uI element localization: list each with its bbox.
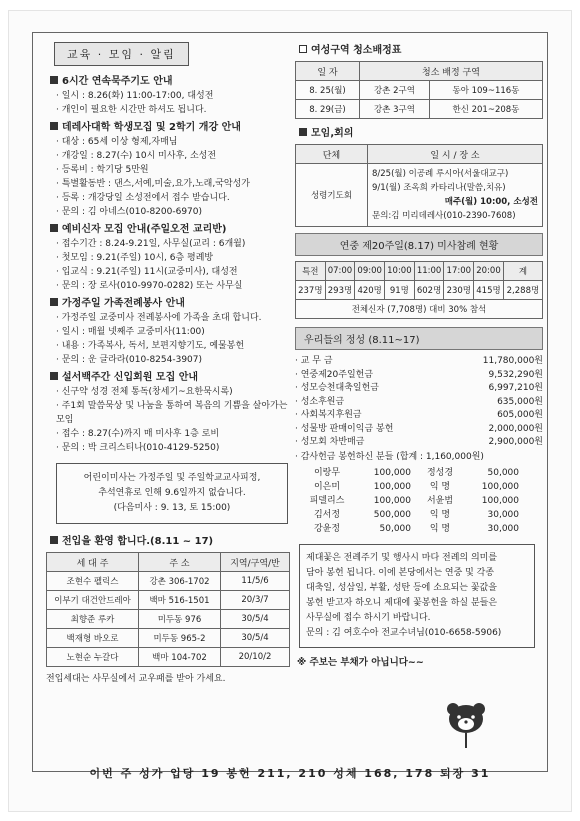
offering-amount: 635,000원 (497, 396, 543, 407)
welcome-cell: 강촌 306-1702 (139, 572, 221, 591)
attendance-header: 17:00 (444, 262, 474, 281)
attendance-header: 07:00 (325, 262, 355, 281)
donor-name: 정성경 (426, 467, 454, 478)
notice-item-title (46, 222, 290, 237)
welcome-cell: 이부기 대건안드레아 (47, 591, 139, 610)
notice-line: · 첫모임 : 9.21(주일) 10시, 6층 평례방 (56, 253, 214, 263)
offering-row (295, 369, 543, 383)
altar-flower-notice (299, 544, 535, 648)
table-row (47, 591, 290, 610)
square-bullet-icon (50, 122, 58, 130)
table-row (47, 572, 290, 591)
welcome-header: 세 대 주 (47, 553, 139, 572)
donor-row (295, 522, 543, 536)
table-row (47, 610, 290, 629)
welcome-cell: 백마 104-702 (139, 648, 221, 667)
offering-name: · 성소후원금 (295, 396, 345, 407)
attendance-value: 237명 (296, 281, 326, 300)
notice-line: · 개강일 : 8.27(수) 10시 미사후, 소성전 (56, 151, 217, 161)
notice-line: 추석연휴로 인해 9.6일까지 없습니다. (98, 488, 246, 498)
offering-name: · 연중제20주일헌금 (295, 369, 374, 380)
notice-item (46, 222, 290, 293)
notice-item (46, 74, 290, 117)
left-column (46, 42, 290, 684)
attendance-value: 230명 (444, 281, 474, 300)
notice-line: · 대상 : 65세 이상 형제,자매님 (56, 137, 178, 147)
attendance-header: 11:00 (414, 262, 444, 281)
donor-row (295, 466, 543, 480)
cleaning-cell: 한신 201~208동 (429, 100, 542, 119)
offering-name: · 성모승천대축일헌금 (295, 383, 379, 393)
donor-list (295, 466, 543, 536)
cleaning-header: 청소 배정 구역 (360, 62, 543, 81)
attendance-value: 415명 (474, 281, 504, 300)
donor-amount: 100,000 (373, 481, 411, 492)
donor-name: 익 명 (429, 481, 451, 492)
meeting-table (295, 144, 543, 227)
donor-amount: 100,000 (481, 495, 519, 506)
square-bullet-icon (299, 45, 307, 53)
welcome-cell: 최향준 루카 (47, 610, 139, 629)
offering-amount: 2,900,000원 (488, 437, 543, 447)
notice-item (46, 120, 290, 219)
donor-amount: 100,000 (373, 467, 411, 478)
meeting-line: 8/25(월) 이공례 루시아(서울대교구) (372, 169, 509, 179)
donor-amount: 30,000 (487, 509, 519, 520)
table-row (47, 629, 290, 648)
attendance-value: 2,288명 (503, 281, 542, 300)
offering-row (295, 355, 543, 369)
attendance-summary: 전체신자 (7,708명) 대비 30% 참석 (296, 300, 543, 319)
square-bullet-icon (50, 372, 58, 380)
meeting-header: 단체 (296, 145, 368, 164)
cleaning-cell: 강촌 2구역 (360, 81, 430, 100)
attendance-value: 602명 (414, 281, 444, 300)
table-row (47, 648, 290, 667)
offering-row (295, 423, 543, 437)
notice-line: · 입교식 : 9.21(주일) 11시(교중미사), 대성전 (56, 267, 238, 277)
square-bullet-icon (299, 128, 307, 136)
notice-item-title-text: 데레사대학 학생모집 및 2학기 개강 안내 (62, 122, 241, 133)
donor-row (295, 494, 543, 508)
attendance-header: 특전 (296, 262, 326, 281)
donor-name: 강윤정 (313, 523, 341, 534)
attendance-value: 91명 (385, 281, 415, 300)
attendance-value: 420명 (355, 281, 385, 300)
notice-line: · 문의 : 박 크리스티나(010-4129-5250) (56, 443, 220, 453)
notice-line: · 가정주일 교중미사 전례봉사에 가족을 초대 합니다. (56, 313, 262, 323)
offering-amount: 6,997,210원 (488, 383, 543, 393)
cleaning-cell: 동아 109~116동 (429, 81, 542, 100)
welcome-cell: 백마 516-1501 (139, 591, 221, 610)
notice-item-title-text: 예비신자 모집 안내(주일오전 교리반) (62, 224, 227, 235)
offering-row (295, 396, 543, 410)
notice-line: · 특별활동반 : 댄스,서예,미술,요가,노래,국악성가 (56, 179, 250, 189)
gratitude-title: · 감사헌금 봉헌하신 분들 (합계 : 1,160,000원) (295, 451, 484, 462)
notice-item-title (46, 296, 290, 311)
notice-line: 어린이미사는 가정주일 및 주일학교교사피정, (83, 473, 261, 483)
square-bullet-icon (50, 76, 58, 84)
meeting-line: 문의:김 미리데레사(010-2390-7608) (372, 211, 516, 221)
flower-line: 제대꽃은 전례주기 및 행사시 마다 전례의 의미를 (306, 552, 498, 563)
donor-row (295, 508, 543, 522)
offering-amount: 9,532,290원 (488, 369, 543, 380)
square-bullet-icon (50, 298, 58, 306)
offering-name: · 성모회 차반매금 (295, 437, 365, 447)
meeting-line: 매주(월) 10:00, 소성전 (444, 197, 538, 207)
notice-item-title (46, 370, 290, 385)
meeting-title (295, 127, 543, 141)
offering-name: · 성물방 판매이익금 봉헌 (295, 423, 394, 434)
welcome-header: 지역/구역/반 (221, 553, 290, 572)
notice-line: · 문의 : 장 로사(010-9970-0282) 또는 사무실 (56, 281, 243, 291)
meeting-line: 9/1(월) 조옥희 카타리나(말씀,치유) (372, 183, 506, 193)
offering-row (295, 436, 543, 450)
cleaning-title (295, 44, 543, 58)
donor-name: 피델리스 (309, 495, 345, 506)
meeting-header: 일 시 / 장 소 (368, 145, 543, 164)
welcome-title-text: 전입을 환영 합니다.(8.11 ~ 17) (62, 536, 214, 547)
meeting-details (368, 164, 543, 227)
square-bullet-icon (50, 536, 58, 544)
offering-amount: 605,000원 (497, 410, 543, 420)
attendance-value: 293명 (325, 281, 355, 300)
notice-item-title-text: 6시간 연속묵주기도 안내 (62, 76, 173, 87)
notice-line: · 주1회 말씀묵상 및 나눔을 통하여 복음의 기쁨을 살아가는 모임 (56, 401, 288, 425)
notice-line: · 신구약 성경 전체 통독(창세기~요한묵시록) (56, 387, 233, 397)
not-a-fan-note: ※ 주보는 부채가 아닙니다~~ (297, 656, 424, 668)
notice-line: · 문의 : 운 글라라(010-8254-3907) (56, 355, 203, 365)
cleaning-cell: 8. 25(월) (296, 81, 360, 100)
notice-line: · 문의 : 김 아네스(010-8200-6970) (56, 207, 203, 217)
cleaning-header: 일 자 (296, 62, 360, 81)
notice-line: · 접수기간 : 8.24-9.21일, 사무실(교리 : 6개월) (56, 239, 246, 249)
attendance-header: 09:00 (355, 262, 385, 281)
donor-amount: 500,000 (373, 509, 411, 520)
offering-list (295, 355, 543, 450)
notice-line: · 일시 : 8.26(화) 11:00-17:00, 대성전 (56, 91, 214, 101)
attendance-header: 20:00 (474, 262, 504, 281)
notice-line: · 등록 : 개강당일 소성전에서 접수 받습니다. (56, 193, 230, 203)
donor-amount: 100,000 (373, 495, 411, 506)
donor-row (295, 480, 543, 494)
offering-name: · 교 무 금 (295, 356, 333, 366)
attendance-table (295, 261, 543, 319)
notice-line: · 일시 : 매월 넷째주 교중미사(11:00) (56, 327, 205, 337)
welcome-cell: 30/5/4 (221, 629, 290, 648)
cleaning-table (295, 61, 543, 119)
meeting-title-text: 모임,회의 (311, 128, 354, 139)
donor-name: 익 명 (429, 509, 451, 520)
notice-line: · 개인이 필요한 시간만 하셔도 됩니다. (56, 105, 207, 115)
welcome-cell: 조현수 펠릭스 (47, 572, 139, 591)
cleaning-cell: 강촌 3구역 (360, 100, 430, 119)
welcome-note: 전입세대는 사무실에서 교우패를 받아 가세요. (46, 674, 226, 684)
welcome-cell: 미두동 965-2 (139, 629, 221, 648)
welcome-cell: 30/5/4 (221, 610, 290, 629)
welcome-title (46, 534, 290, 549)
cleaning-cell: 8. 29(금) (296, 100, 360, 119)
donor-name: 익 명 (429, 523, 451, 534)
notice-item (46, 370, 290, 455)
flower-line: 봉헌 받고자 하오니 제대에 꽃봉헌을 하실 분들은 (306, 597, 498, 608)
hymn-footer: 이번 주 성가 입당 19 봉헌 211, 210 성체 168, 178 퇴장 31 (89, 767, 491, 780)
right-column (295, 42, 543, 668)
donor-name: 이은미 (313, 481, 341, 492)
offering-name: · 사회복지후원금 (295, 410, 362, 420)
welcome-cell: 20/3/7 (221, 591, 290, 610)
notice-line: · 등록비 : 학기당 5만원 (56, 165, 149, 175)
welcome-cell: 미두동 976 (139, 610, 221, 629)
notice-item-title-text: 설서백주간 신입회원 모집 안내 (62, 372, 199, 383)
flower-line: 담아 봉헌 됩니다. 이에 본당에서는 연중 및 각종 (306, 567, 495, 578)
bear-icon (444, 700, 488, 750)
donor-amount: 50,000 (379, 523, 411, 534)
donor-amount: 30,000 (487, 523, 519, 534)
welcome-cell: 백재형 바오로 (47, 629, 139, 648)
donor-name: 서윤범 (426, 495, 454, 506)
notice-item-title (46, 74, 290, 89)
flower-line: 문의 : 김 여호수아 전교수녀님(010-6658-5906) (306, 627, 502, 638)
welcome-cell: 노현순 누갈다 (47, 648, 139, 667)
attendance-header: 계 (503, 262, 542, 281)
notice-line: · 접수 : 8.27(수)까지 매 미사후 1층 로비 (56, 429, 220, 439)
notice-items (46, 74, 290, 455)
offering-amount: 11,780,000원 (482, 356, 543, 366)
notice-line: (다음미사 : 9. 13, 토 15:00) (113, 503, 231, 513)
donor-amount: 50,000 (487, 467, 519, 478)
attendance-title: 연중 제20주일(8.17) 미사참례 현황 (295, 233, 543, 256)
welcome-cell: 20/10/2 (221, 648, 290, 667)
welcome-table (46, 552, 290, 667)
cleaning-title-text: 여성구역 청소배정표 (311, 45, 402, 56)
flower-line: 대축일, 성삼일, 부활, 성탄 등에 소요되는 꽃값을 (306, 582, 497, 593)
donor-amount: 100,000 (481, 481, 519, 492)
welcome-cell: 11/5/6 (221, 572, 290, 591)
childrens-mass-notice (56, 463, 288, 524)
notice-item (46, 296, 290, 367)
meeting-group: 성령기도회 (296, 164, 368, 227)
offering-amount: 2,000,000원 (488, 423, 543, 434)
flower-line: 사무실에 접수 하시기 바랍니다. (306, 612, 431, 623)
section-title: 교육 · 모임 · 알림 (54, 42, 189, 66)
offering-title: 우리들의 정성 (8.11~17) (295, 327, 543, 350)
offering-row (295, 382, 543, 396)
notice-item-title (46, 120, 290, 135)
attendance-header: 10:00 (385, 262, 415, 281)
notice-item-title-text: 가정주일 가족전례봉사 안내 (62, 298, 185, 309)
offering-row (295, 409, 543, 423)
welcome-header: 주 소 (139, 553, 221, 572)
square-bullet-icon (50, 224, 58, 232)
donor-name: 김서정 (313, 509, 341, 520)
donor-name: 이랑무 (313, 467, 341, 478)
notice-line: · 내용 : 가족복사, 독서, 보편지향기도, 예물봉헌 (56, 341, 245, 351)
